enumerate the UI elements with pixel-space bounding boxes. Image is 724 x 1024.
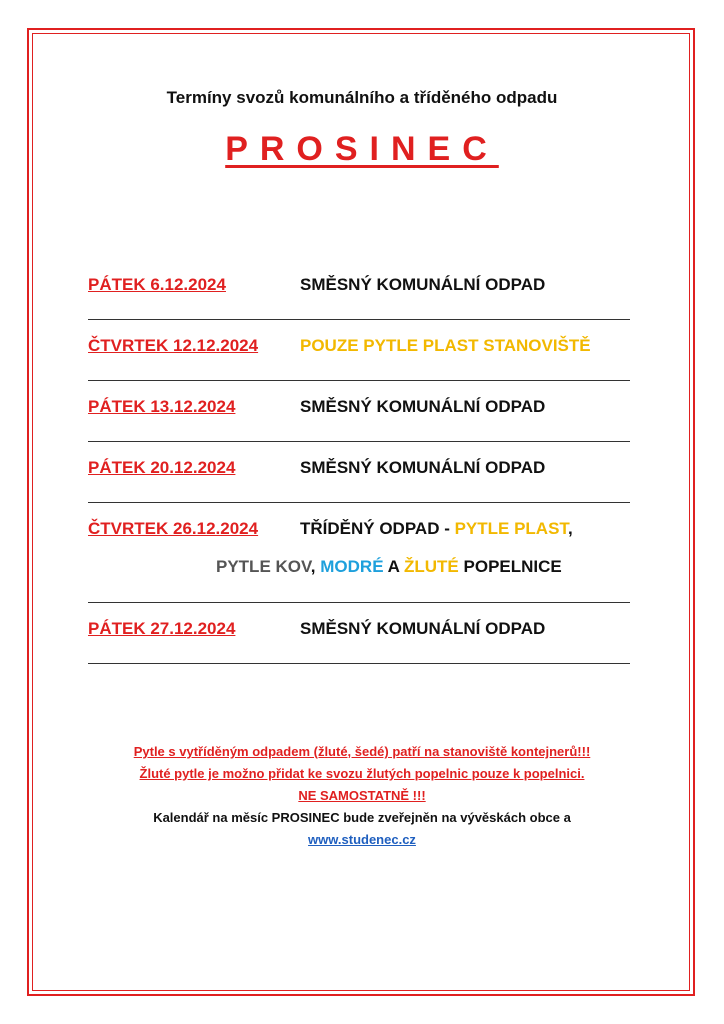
desc-part-gray: PYTLE KOV bbox=[216, 557, 311, 576]
schedule-date: ČTVRTEK 26.12.2024 bbox=[88, 519, 259, 538]
divider bbox=[88, 380, 630, 381]
schedule-row bbox=[88, 519, 630, 581]
schedule-desc: SMĚSNÝ KOMUNÁLNÍ ODPAD bbox=[300, 619, 546, 638]
schedule-desc bbox=[300, 519, 573, 539]
divider bbox=[88, 602, 630, 603]
note-line: NE SAMOSTATNĚ !!! bbox=[298, 788, 426, 803]
desc-part: TŘÍDĚNÝ ODPAD - bbox=[300, 519, 455, 538]
schedule-row bbox=[88, 397, 630, 421]
note-line: Kalendář na měsíc PROSINEC bude zveřejněn na vývěskách obce a bbox=[153, 810, 571, 825]
note-line: Žluté pytle je možno přidat ke svozu žlutých popelnic pouze k popelnici. bbox=[139, 766, 585, 781]
schedule-desc: SMĚSNÝ KOMUNÁLNÍ ODPAD bbox=[300, 275, 546, 294]
desc-part: , bbox=[567, 519, 573, 538]
schedule-row bbox=[88, 336, 630, 360]
page-title: Termíny svozů komunálního a tříděného odpadu bbox=[166, 88, 558, 107]
desc-part-yellow: PYTLE PLAST bbox=[454, 519, 568, 538]
schedule-desc: SMĚSNÝ KOMUNÁLNÍ ODPAD bbox=[300, 458, 546, 477]
schedule-desc-line2 bbox=[216, 557, 562, 577]
note-line: Pytle s vytříděným odpadem (žluté, šedé) patří na stanoviště kontejnerů!!! bbox=[133, 744, 591, 759]
desc-part-yellow: ŽLUTÉ bbox=[404, 557, 459, 576]
divider bbox=[88, 663, 630, 664]
schedule-date: PÁTEK 6.12.2024 bbox=[88, 275, 226, 294]
notes-block bbox=[0, 741, 724, 851]
divider bbox=[88, 319, 630, 320]
schedule-date: PÁTEK 13.12.2024 bbox=[88, 397, 236, 416]
schedule-date: PÁTEK 20.12.2024 bbox=[88, 458, 236, 477]
divider bbox=[88, 502, 630, 503]
schedule-row bbox=[88, 275, 630, 299]
schedule-date: PÁTEK 27.12.2024 bbox=[88, 619, 236, 638]
schedule-desc: POUZE PYTLE PLAST STANOVIŠTĚ bbox=[300, 336, 591, 355]
desc-part-blue: MODRÉ bbox=[320, 557, 384, 576]
website-link[interactable]: www.studenec.cz bbox=[308, 832, 416, 847]
schedule-row bbox=[88, 619, 630, 643]
desc-part: POPELNICE bbox=[458, 557, 562, 576]
desc-part: A bbox=[383, 557, 404, 576]
schedule-desc: SMĚSNÝ KOMUNÁLNÍ ODPAD bbox=[300, 397, 546, 416]
divider bbox=[88, 441, 630, 442]
schedule-row bbox=[88, 458, 630, 482]
month-title: PROSINEC bbox=[225, 130, 499, 168]
desc-part: , bbox=[310, 557, 321, 576]
schedule-date: ČTVRTEK 12.12.2024 bbox=[88, 336, 259, 355]
